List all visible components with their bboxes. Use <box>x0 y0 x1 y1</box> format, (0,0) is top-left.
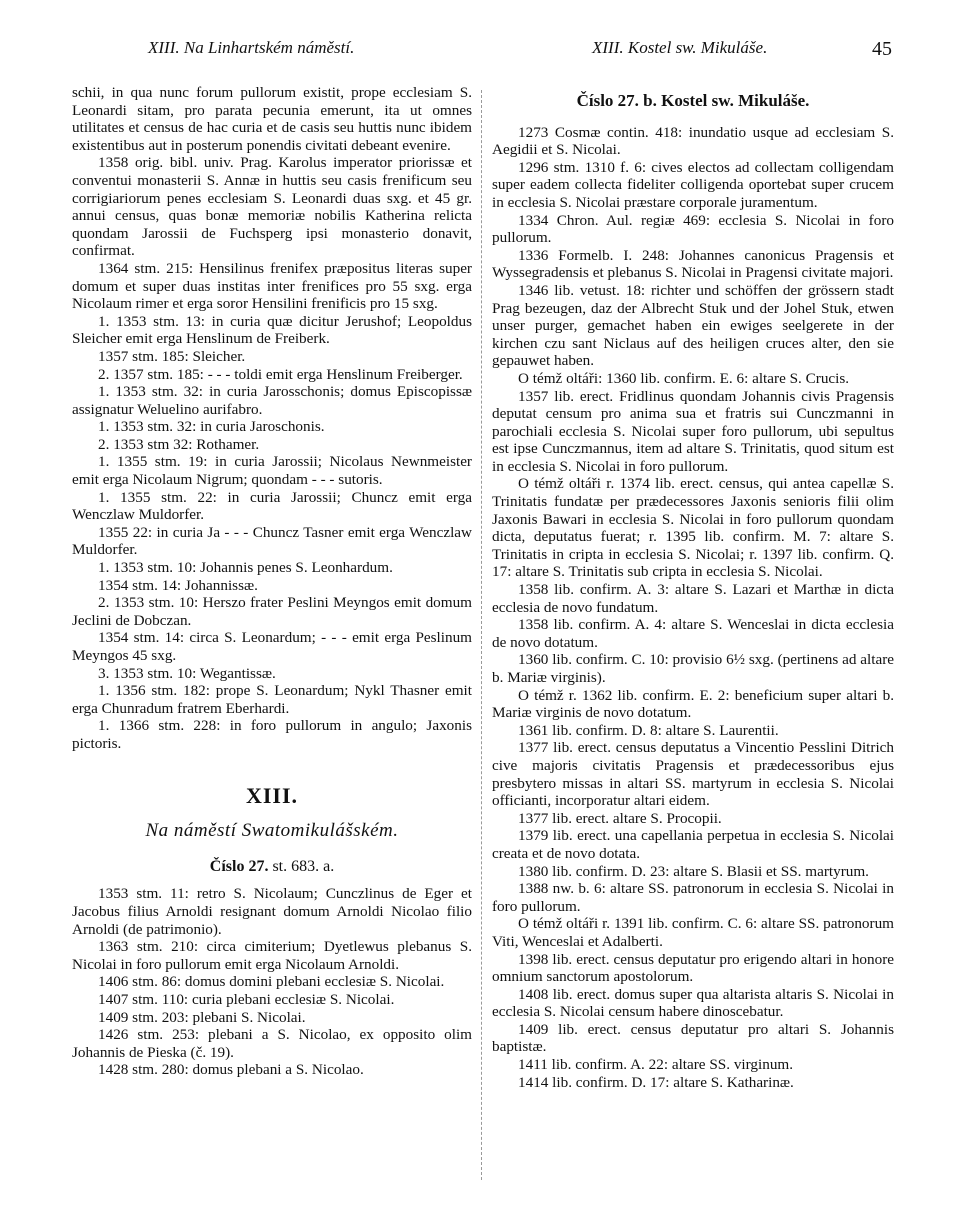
left-column <box>72 84 472 1079</box>
entry-paragraph: schii, in qua nunc forum pullorum existit, prope ecclesiam S. Leonardi sitam, pro parata pecunia emerunt, ita ut omnes utilitates et census de hac curia et de casis seu huttis nunc ibidem existentibus aut in posterum ponendis civitati debeant evenire. <box>72 84 472 154</box>
left-column-entries-bottom <box>72 885 472 1079</box>
entry-paragraph: 1354 stm. 14: Johannissæ. <box>98 576 258 594</box>
entry-paragraph: O témž oltáři r. 1391 lib. confirm. C. 6: altare SS. patronorum Viti, Wenceslai et Adalberti. <box>492 915 894 950</box>
entry-paragraph: 2. 1353 stm. 10: Herszo frater Peslini Meyngos emit domum Jeclini de Dobczan. <box>72 594 472 629</box>
entry-paragraph: 1. 1353 stm. 32: in curia Jarosschonis; domus Episcopissæ assignatur Weluelino aurifabro. <box>72 383 472 418</box>
entry-paragraph: 1. 1366 stm. 228: in foro pullorum in angulo; Jaxonis pictoris. <box>72 717 472 752</box>
entry-paragraph: 1408 lib. erect. domus super qua altarista altaris S. Nicolai in ecclesia S. Nicolai censum habere dinoscebatur. <box>492 985 894 1021</box>
left-column-entries-top <box>72 84 472 753</box>
entry-paragraph: 1363 stm. 210: circa cimiterium; Dyetlewus plebanus S. Nicolai in foro pullorum emit erga Nicolaum Arnoldi. <box>72 938 472 973</box>
running-header <box>0 38 960 64</box>
entry-paragraph: 1. 1353 stm. 32: in curia Jaroschonis. <box>98 418 325 436</box>
entry-paragraph: 1361 lib. confirm. D. 8: altare S. Laurentii. <box>518 721 779 739</box>
entry-paragraph: O témž oltáři r. 1374 lib. erect. census, qui antea capellæ S. Trinitatis fundatæ per prædecessores Jaxonis senioris filii olim Jaxonis Bawari in ecclesia S. Nicolai in foro pullorum quondam dicta, deputatus fuerat; r. 1395 lib. confirm. M. 7: altare S. Trinitatis in cripta in ecclesia S. Nicolai; r. 1397 lib. confirm. Q. 17: altare S. Trinitatis sub cripta in ecclesia S. Nicolai. <box>492 475 894 581</box>
entry-paragraph: 1377 lib. erect. altare S. Procopii. <box>518 809 722 827</box>
entry-paragraph: 1. 1353 stm. 13: in curia quæ dicitur Jerushof; Leopoldus Sleicher emit erga Henslinum de Freiberk. <box>72 312 472 348</box>
entry-paragraph: 2. 1353 stm 32: Rothamer. <box>98 435 260 453</box>
section-title: Na náměstí Swatomikulášském. <box>145 820 399 842</box>
entry-paragraph: 1334 Chron. Aul. regiæ 469: ecclesia S. Nicolai in foro pullorum. <box>492 211 894 247</box>
column-divider <box>481 90 482 1180</box>
entry-paragraph: 1398 lib. erect. census deputatur pro erigendo altari in honore omnium sanctorum apostolorum. <box>492 950 894 986</box>
entry-paragraph: 1360 lib. confirm. C. 10: provisio 6½ sxg. (pertinens ad altare b. Mariæ virginis). <box>492 651 894 686</box>
entry-paragraph: 1426 stm. 253: plebani a S. Nicolao, ex opposito olim Johannis de Pieska (č. 19). <box>72 1026 472 1061</box>
entry-paragraph: 1428 stm. 280: domus plebani a S. Nicolao. <box>98 1061 364 1079</box>
subsection-number: Číslo 27. <box>209 857 269 875</box>
entry-paragraph: 1. 1355 stm. 22: in curia Jarossii; Chuncz emit erga Wenczlaw Muldorfer. <box>72 488 472 524</box>
entry-paragraph: 1380 lib. confirm. D. 23: altare S. Blasii et SS. martyrum. <box>518 862 869 880</box>
right-column <box>492 84 894 1091</box>
entry-paragraph: 1357 stm. 185: Sleicher. <box>98 347 246 365</box>
entry-paragraph: 1379 lib. erect. una capellania perpetua in ecclesia S. Nicolai creata et de novo dotata. <box>492 827 894 862</box>
entry-paragraph: O témž oltáři: 1360 lib. confirm. E. 6: altare S. Crucis. <box>518 369 850 387</box>
entry-paragraph: O témž r. 1362 lib. confirm. E. 2: beneficium super altari b. Mariæ virginis de novo dotatum. <box>492 686 894 722</box>
entry-paragraph: 1. 1356 stm. 182: prope S. Leonardum; Nykl Thasner emit erga Chunradum fratrem Eberhardi. <box>72 682 472 717</box>
header-right-title: XIII. Kostel sw. Mikuláše. <box>592 38 768 57</box>
entry-paragraph: 1411 lib. confirm. A. 22: altare SS. virginum. <box>518 1056 794 1074</box>
entry-paragraph: 1357 lib. erect. Fridlinus quondam Johannis civis Pragensis deputat censum pro anima sua et fratris sui Cunczmanni in parochiali ecclesia S. Nicolai super foro pullorum, ubi sepultus est ipse Cunczmannus, item ad altare S. Trinitatis, quod situm est in ecclesia S. Nicolai in foro pullorum. <box>492 387 894 475</box>
entry-paragraph: 1346 lib. vetust. 18: richter und schöffen der grössern stadt Prag bezeugen, daz der Albrecht Stuk und der Johel Stuk, etwen unser purger, gemachet haben ein ewiges seelgerete in der kirchen czu sant Niclaus auf des heiligen cruces alter, den sie gepauwet haben. <box>492 281 894 370</box>
entry-paragraph: 1407 stm. 110: curia plebani ecclesiæ S. Nicolai. <box>98 990 395 1008</box>
right-column-title: Číslo 27. b. Kostel sw. Mikuláše. <box>576 91 810 110</box>
entry-paragraph: 1358 lib. confirm. A. 3: altare S. Lazari et Marthæ in dicta ecclesia de novo fundatum. <box>492 581 894 616</box>
entry-paragraph: 1364 stm. 215: Hensilinus frenifex præpositus literas super domum et super duas institas inter frenifices pro 55 sxg. erga Nicolaum rimer et erga soror Hensilini frenificis pro 15 sxg. <box>72 259 472 313</box>
entry-paragraph: 1358 lib. confirm. A. 4: altare S. Wenceslai in dicta ecclesia de novo dotatum. <box>492 616 894 651</box>
entry-paragraph: 1. 1355 stm. 19: in curia Jarossii; Nicolaus Newnmeister emit erga Nicolaum Nigrum; quondam - - - sutoris. <box>72 453 472 489</box>
subsection-rest: st. 683. a. <box>272 857 335 875</box>
entry-paragraph: 1377 lib. erect. census deputatus a Vincentio Pesslini Ditrich cive majoris civitatis Pragensis et prædecessoribus ejus presbytero missas in altari SS. martyrum in ecclesia S. Nicolai officianti, incorporatur altari eidem. <box>492 739 894 810</box>
right-column-entries <box>492 124 894 1092</box>
entry-paragraph: 1355 22: in curia Ja - - - Chuncz Tasner emit erga Wenczlaw Muldorfer. <box>72 523 472 559</box>
entry-paragraph: 1296 stm. 1310 f. 6: cives electos ad collectam colligendam super eadem collecta fideliter colligenda oportebat super crucem in ecclesia S. Nicolai præstare corporale juramentum. <box>492 158 894 211</box>
entry-paragraph: 1354 stm. 14: circa S. Leonardum; - - - emit erga Peslinum Meyngos 45 sxg. <box>72 629 472 664</box>
entry-paragraph: 1336 Formelb. I. 248: Johannes canonicus Pragensis et Wyssegradensis et plebanus S. Nicolai in Pragensi civitate majori. <box>492 246 894 282</box>
entry-paragraph: 1406 stm. 86: domus domini plebani ecclesiæ S. Nicolai. <box>98 973 445 991</box>
header-left-title: XIII. Na Linhartském náměstí. <box>148 38 355 57</box>
entry-paragraph: 1358 orig. bibl. univ. Prag. Karolus imperator priorissæ et conventui monasterii S. Annæ in huttis seu casis frenificum seu corrigiariorum penes ecclesiam S. Leonardi duas sxg. et 45 gr. annui census, quas bonæ memoriæ nobilis Katherina relicta quondam Jarossii de Fuchsperg ipsi monasterio donavit, confirmat. <box>72 154 472 260</box>
entry-paragraph: 1353 stm. 11: retro S. Nicolaum; Cunczlinus de Eger et Jacobus filius Arnoldi resignant domum Arnoldi Nicolao filio Arnoldi (de patrimonio). <box>72 885 472 938</box>
entry-paragraph: 1414 lib. confirm. D. 17: altare S. Katharinæ. <box>518 1073 794 1091</box>
entry-paragraph: 1409 lib. erect. census deputatur pro altari S. Johannis baptistæ. <box>492 1020 894 1056</box>
subsection-title <box>72 858 472 876</box>
entry-paragraph: 2. 1357 stm. 185: - - - toldi emit erga Henslinum Freiberger. <box>98 365 463 383</box>
entry-paragraph: 1388 nw. b. 6: altare SS. patronorum in ecclesia S. Nicolai in foro pullorum. <box>492 880 894 915</box>
entry-paragraph: 3. 1353 stm. 10: Wegantissæ. <box>98 664 276 682</box>
entry-paragraph: 1273 Cosmæ contin. 418: inundatio usque ad ecclesiam S. Aegidii et S. Nicolai. <box>492 123 894 159</box>
page-number: 45 <box>872 38 892 60</box>
entry-paragraph: 1. 1353 stm. 10: Johannis penes S. Leonhardum. <box>98 559 393 577</box>
section-number: XIII. <box>245 782 299 808</box>
entry-paragraph: 1409 stm. 203: plebani S. Nicolai. <box>98 1008 306 1026</box>
